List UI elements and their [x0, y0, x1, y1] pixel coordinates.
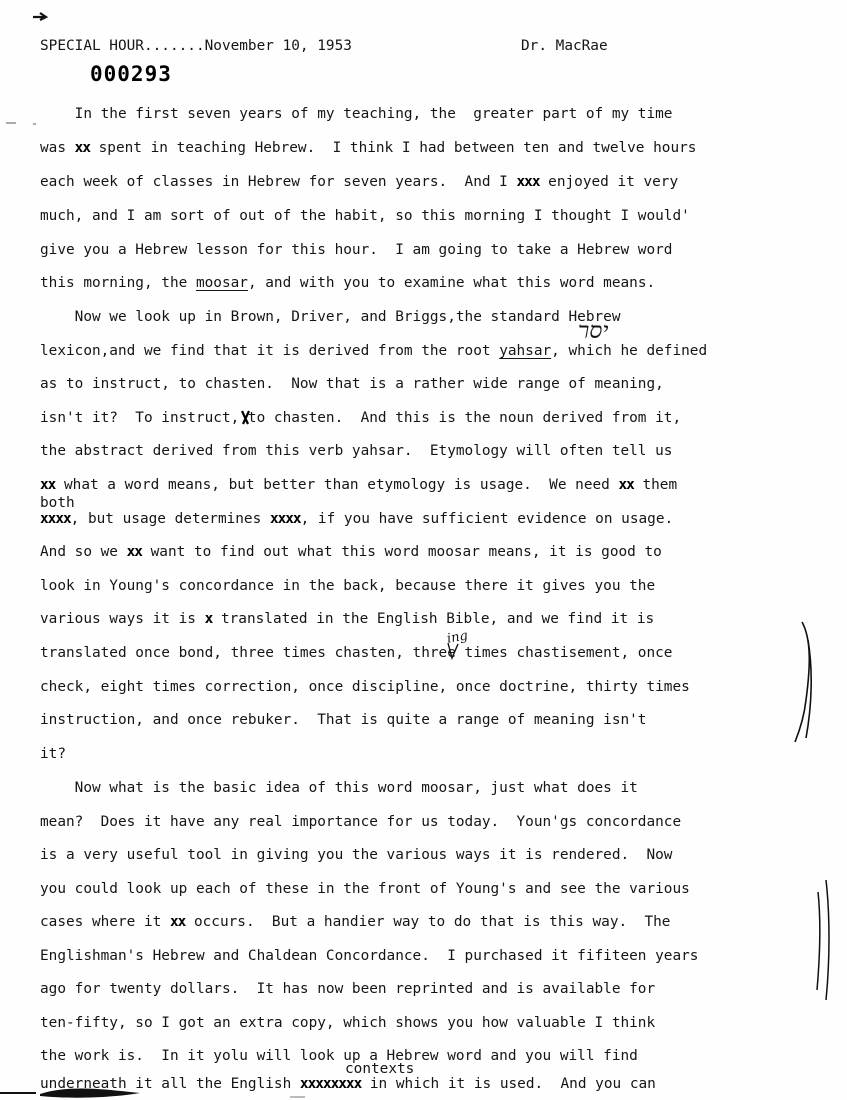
text-run: look in Young's concordance in the back, because there it gives you the — [40, 578, 656, 594]
text-line — [40, 644, 672, 662]
handwritten-hebrew-root: יסר — [578, 318, 609, 344]
text-run: check, eight times correction, once discipline, once doctrine, thirty times — [40, 679, 690, 695]
text-line — [40, 880, 690, 898]
corner-tick-mark — [33, 13, 46, 20]
text-run: isn't it? To instruct, to chasten. And this is the noun derived from it, — [40, 410, 682, 426]
text-line — [40, 947, 698, 965]
text-line — [40, 711, 646, 729]
text-run: this morning, the — [40, 275, 196, 291]
text-line — [40, 173, 678, 191]
text-run: you could look up each of these in the front of Young's and see the various — [40, 881, 690, 897]
text-line — [40, 678, 690, 696]
text-line — [40, 913, 670, 931]
text-run: lexicon,and we find that it is derived from the root — [40, 343, 500, 359]
text-run: give you a Hebrew lesson for this hour. I am going to take a Hebrew word — [40, 242, 673, 258]
text-run: enjoyed it very — [539, 174, 679, 190]
text-run: what a word means, but better than etymology is usage. We need — [55, 477, 619, 493]
text-line — [40, 510, 673, 528]
text-run: And so we — [40, 544, 127, 560]
text-run: much, and I am sort of out of the habit, so this morning I thought I would' — [40, 208, 690, 224]
document-number: 000293 — [90, 62, 172, 86]
text-line — [40, 274, 655, 292]
text-run: , which he defined — [551, 343, 708, 359]
text-line — [40, 846, 672, 864]
document-header — [40, 38, 830, 60]
text-line — [40, 1014, 655, 1032]
struck-out-text: xx — [74, 140, 90, 156]
text-run: , if you have sufficient evidence on usage. — [300, 511, 674, 527]
text-run: underneath it all the English — [40, 1076, 300, 1092]
interlinear-insertion: contexts — [345, 1061, 415, 1077]
text-run: in which it is used. And you can — [361, 1076, 656, 1092]
underlined-word: moosar — [195, 275, 248, 291]
text-line — [40, 610, 654, 628]
text-run: Now we look up in Brown, Driver, and Briggs,the standard Hebrew — [40, 309, 621, 325]
text-run: In the first seven years of my teaching, the greater part of my time — [40, 106, 673, 122]
text-run: mean? Does it have any real importance for us today. Youn'gs concordance — [40, 814, 682, 830]
struck-out-text: xx — [618, 477, 634, 493]
text-run: translated in the English Bible, and we find it is — [212, 611, 655, 627]
text-line — [40, 375, 664, 393]
underlined-word: yahsar — [499, 343, 552, 359]
struck-out-text: xx — [126, 544, 142, 560]
text-line — [40, 308, 620, 326]
text-run: Now what is the basic idea of this word moosar, just what does it — [40, 780, 638, 796]
header-author: Dr. MacRae — [521, 38, 608, 54]
text-run: want to find out what this word moosar means, it is good to — [141, 544, 662, 560]
text-line — [40, 980, 655, 998]
struck-out-text: xxxx — [40, 511, 71, 527]
text-line — [40, 543, 662, 561]
text-run: Englishman's Hebrew and Chaldean Concordance. I purchased it fifiteen years — [40, 948, 699, 964]
text-run: , and with you to examine what this word means. — [247, 275, 656, 291]
text-line — [40, 745, 66, 763]
text-run: each week of classes in Hebrew for seven years. And I — [40, 174, 517, 190]
struck-out-text: xxxxxxxx — [299, 1076, 362, 1092]
struck-out-text: xxx — [516, 174, 540, 190]
struck-out-text: xx — [40, 477, 56, 493]
text-run: spent in teaching Hebrew. I think I had between ten and twelve hours — [89, 140, 697, 156]
text-run: them — [633, 477, 678, 493]
text-line — [40, 241, 672, 259]
text-line — [40, 442, 672, 460]
text-line — [40, 207, 690, 225]
text-run: was — [40, 140, 75, 156]
struck-out-text: xx — [169, 914, 186, 930]
text-run: as to instruct, to chasten. Now that is a rather wide range of meaning, — [40, 376, 664, 392]
text-run: various ways it is — [40, 611, 205, 627]
text-line — [40, 139, 696, 157]
text-line — [40, 577, 655, 595]
text-line — [40, 409, 681, 427]
struck-out-text: x — [204, 611, 213, 627]
margin-bracket-upper — [795, 622, 811, 742]
text-run: translated once bond, three times chasten, three times chastisement, once — [40, 645, 673, 661]
text-run: the abstract derived from this verb yahsar. Etymology will often tell us — [40, 443, 673, 459]
handwritten-insertion: ing — [445, 628, 470, 647]
text-run: ago for twenty dollars. It has now been reprinted and is available for — [40, 981, 656, 997]
header-title-date: SPECIAL HOUR.......November 10, 1953 — [40, 38, 352, 54]
text-line — [40, 476, 677, 494]
text-run: the work is. In it yolu will look up a Hebrew word and you will find — [40, 1048, 638, 1064]
margin-bracket-lower — [817, 880, 829, 1000]
text-run: , but usage determines — [70, 511, 270, 527]
text-line — [40, 105, 672, 123]
text-line — [40, 1075, 656, 1093]
text-line — [40, 1047, 638, 1065]
struck-out-text: xxxx — [269, 511, 301, 527]
text-run: instruction, and once rebuker. That is quite a range of meaning isn't — [40, 712, 647, 728]
text-run: cases where it — [40, 914, 170, 930]
text-run: ten-fifty, so I got an extra copy, which shows you how valuable I think — [40, 1015, 656, 1031]
text-run: is a very useful tool in giving you the various ways it is rendered. Now — [40, 847, 673, 863]
text-line — [40, 813, 681, 831]
text-run: occurs. But a handier way to do that is this way. The — [185, 914, 671, 930]
interlinear-insertion: both — [40, 495, 75, 511]
text-line — [40, 342, 707, 360]
text-line — [40, 779, 638, 797]
text-run: it? — [40, 746, 66, 762]
